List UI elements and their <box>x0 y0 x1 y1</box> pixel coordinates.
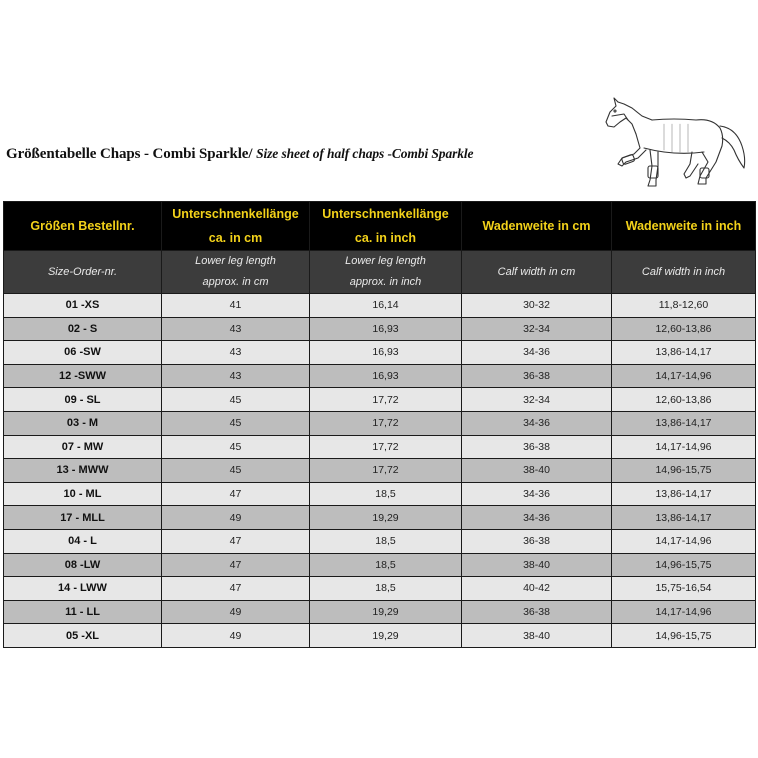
table-cell: 13,86-14,17 <box>612 411 756 435</box>
table-cell: 49 <box>162 600 310 624</box>
table-row <box>4 411 756 435</box>
table-cell: 49 <box>162 624 310 648</box>
table-cell: 43 <box>162 341 310 365</box>
table-cell: 17,72 <box>310 411 462 435</box>
table-cell: 36-38 <box>462 600 612 624</box>
table-cell: 38-40 <box>462 553 612 577</box>
subheader-cell: Lower leg length approx. in cm <box>162 251 310 294</box>
subheader-cell: Calf width in inch <box>612 251 756 294</box>
table-cell: 45 <box>162 459 310 483</box>
size-order-cell: 06 -SW <box>4 341 162 365</box>
table-cell: 14,96-15,75 <box>612 624 756 648</box>
table-cell: 13,86-14,17 <box>612 482 756 506</box>
subheader-cell: Calf width in cm <box>462 251 612 294</box>
table-cell: 32-34 <box>462 317 612 341</box>
size-order-cell: 10 - ML <box>4 482 162 506</box>
table-cell: 34-36 <box>462 506 612 530</box>
table-cell: 13,86-14,17 <box>612 506 756 530</box>
table-cell: 11,8-12,60 <box>612 294 756 318</box>
table-cell: 36-38 <box>462 529 612 553</box>
table-cell: 40-42 <box>462 577 612 601</box>
table-row <box>4 529 756 553</box>
table-cell: 14,17-14,96 <box>612 435 756 459</box>
table-cell: 19,29 <box>310 624 462 648</box>
subheader-cell: Size-Order-nr. <box>4 251 162 294</box>
table-cell: 41 <box>162 294 310 318</box>
table-cell: 19,29 <box>310 600 462 624</box>
subheader-cell: Lower leg length approx. in inch <box>310 251 462 294</box>
header-row-de <box>4 202 756 251</box>
table-cell: 18,5 <box>310 553 462 577</box>
table-cell: 43 <box>162 364 310 388</box>
table-cell: 49 <box>162 506 310 530</box>
table-cell: 43 <box>162 317 310 341</box>
table-row <box>4 459 756 483</box>
table-cell: 45 <box>162 411 310 435</box>
table-cell: 14,17-14,96 <box>612 529 756 553</box>
table-cell: 36-38 <box>462 364 612 388</box>
table-cell: 47 <box>162 482 310 506</box>
table-cell: 34-36 <box>462 341 612 365</box>
size-order-cell: 03 - M <box>4 411 162 435</box>
table-row <box>4 388 756 412</box>
title-main: Größentabelle Chaps - Combi Sparkle/ <box>6 146 253 162</box>
horse-icon <box>604 94 754 194</box>
table-cell: 32-34 <box>462 388 612 412</box>
table-cell: 15,75-16,54 <box>612 577 756 601</box>
size-order-cell: 12 -SWW <box>4 364 162 388</box>
table-cell: 17,72 <box>310 459 462 483</box>
size-order-cell: 09 - SL <box>4 388 162 412</box>
table-cell: 47 <box>162 529 310 553</box>
table-cell: 47 <box>162 577 310 601</box>
table-row <box>4 600 756 624</box>
size-order-cell: 14 - LWW <box>4 577 162 601</box>
header-cell: Größen Bestellnr. <box>4 202 162 251</box>
table-row <box>4 553 756 577</box>
header-cell: Wadenweite in inch <box>612 202 756 251</box>
table-cell: 34-36 <box>462 411 612 435</box>
table-cell: 47 <box>162 553 310 577</box>
table-row <box>4 294 756 318</box>
table-cell: 45 <box>162 435 310 459</box>
table-row <box>4 364 756 388</box>
size-order-cell: 05 -XL <box>4 624 162 648</box>
header-cell: Unterschnenkellänge ca. in inch <box>310 202 462 251</box>
size-order-cell: 01 -XS <box>4 294 162 318</box>
size-order-cell: 07 - MW <box>4 435 162 459</box>
size-order-cell: 13 - MWW <box>4 459 162 483</box>
table-row <box>4 506 756 530</box>
table-cell: 45 <box>162 388 310 412</box>
title-sub: Size sheet of half chaps -Combi Sparkle <box>256 146 474 161</box>
table-row <box>4 341 756 365</box>
table-cell: 17,72 <box>310 435 462 459</box>
size-order-cell: 08 -LW <box>4 553 162 577</box>
table-cell: 14,17-14,96 <box>612 600 756 624</box>
table-row <box>4 577 756 601</box>
header-cell: Unterschnenkellänge ca. in cm <box>162 202 310 251</box>
table-cell: 16,93 <box>310 341 462 365</box>
table-cell: 14,96-15,75 <box>612 459 756 483</box>
table-cell: 19,29 <box>310 506 462 530</box>
size-order-cell: 11 - LL <box>4 600 162 624</box>
table-cell: 18,5 <box>310 577 462 601</box>
table-cell: 36-38 <box>462 435 612 459</box>
size-order-cell: 02 - S <box>4 317 162 341</box>
table-cell: 18,5 <box>310 482 462 506</box>
header-cell: Wadenweite in cm <box>462 202 612 251</box>
size-table <box>3 201 756 648</box>
table-cell: 16,93 <box>310 364 462 388</box>
header-row-en <box>4 251 756 294</box>
size-order-cell: 04 - L <box>4 529 162 553</box>
table-cell: 12,60-13,86 <box>612 317 756 341</box>
table-cell: 14,96-15,75 <box>612 553 756 577</box>
table-cell: 30-32 <box>462 294 612 318</box>
table-cell: 38-40 <box>462 459 612 483</box>
table-cell: 13,86-14,17 <box>612 341 756 365</box>
table-row <box>4 435 756 459</box>
table-cell: 12,60-13,86 <box>612 388 756 412</box>
table-cell: 18,5 <box>310 529 462 553</box>
table-cell: 16,14 <box>310 294 462 318</box>
table-row <box>4 624 756 648</box>
table-cell: 16,93 <box>310 317 462 341</box>
table-cell: 34-36 <box>462 482 612 506</box>
table-cell: 14,17-14,96 <box>612 364 756 388</box>
table-cell: 38-40 <box>462 624 612 648</box>
table-row <box>4 317 756 341</box>
size-order-cell: 17 - MLL <box>4 506 162 530</box>
table-cell: 17,72 <box>310 388 462 412</box>
page-title <box>6 146 473 163</box>
table-row <box>4 482 756 506</box>
